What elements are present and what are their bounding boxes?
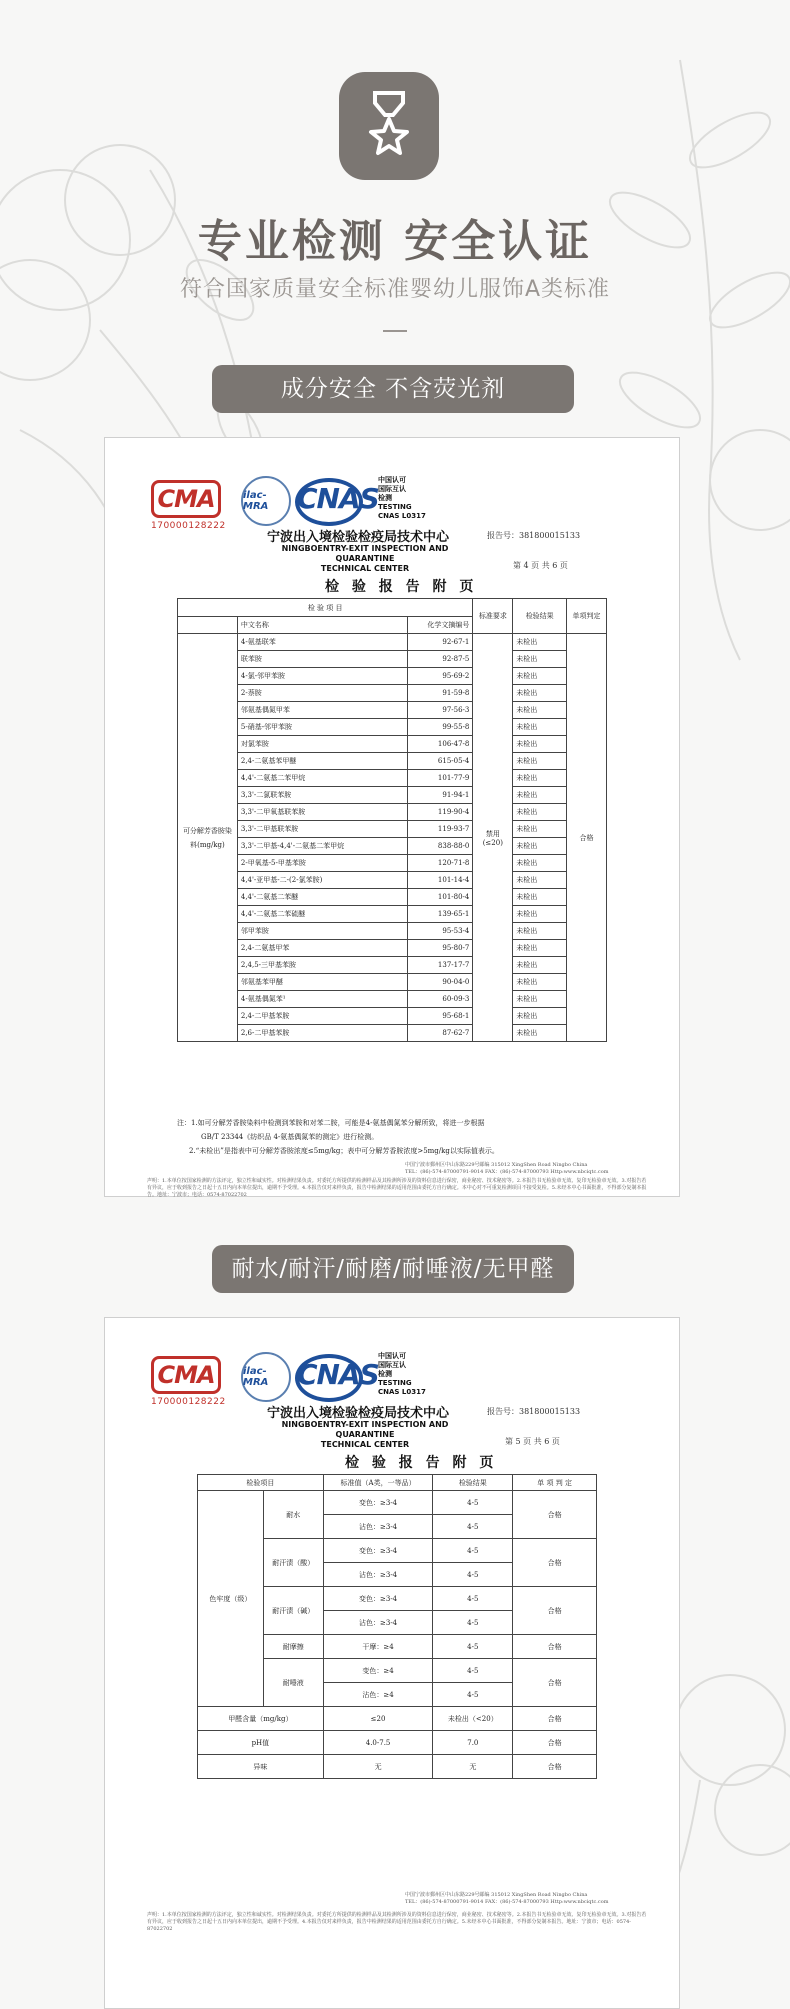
- chemical-name: 4,4'-二氨基二苯硫醚: [237, 906, 407, 923]
- fastness-table: [197, 1474, 597, 1779]
- cas-number: 92-67-1: [407, 634, 473, 651]
- test-result: 4-5: [433, 1539, 513, 1563]
- table-row: [178, 906, 607, 923]
- col-item: 检验项目: [198, 1475, 324, 1491]
- chemical-name: 邻甲苯胺: [237, 923, 407, 940]
- cas-number: 101-14-4: [407, 872, 473, 889]
- col-standard: 标准值（A类，一等品）: [323, 1475, 433, 1491]
- table-row: [178, 872, 607, 889]
- test-result: 未检出: [513, 668, 567, 685]
- test-result: 无: [433, 1755, 513, 1779]
- chemical-name: 2,4-二氨基苯甲醚: [237, 753, 407, 770]
- test-result: 未检出: [513, 974, 567, 991]
- chemical-name: 2,6-二甲基苯胺: [237, 1025, 407, 1042]
- table-row: [178, 668, 607, 685]
- test-result: 4-5: [433, 1491, 513, 1515]
- test-result: 未检出: [513, 804, 567, 821]
- table-row: [178, 838, 607, 855]
- extra-item: pH值: [198, 1731, 324, 1755]
- cas-number: 119-90-4: [407, 804, 473, 821]
- test-group-name: 耐唾液: [263, 1659, 323, 1707]
- cas-number: 97-56-3: [407, 702, 473, 719]
- title-divider: [383, 330, 407, 332]
- test-result: 未检出: [513, 838, 567, 855]
- cma-logo: CMA 170000128222: [151, 480, 226, 531]
- cas-number: 838-88-0: [407, 838, 473, 855]
- test-result: 未检出: [513, 702, 567, 719]
- test-result: 未检出: [513, 753, 567, 770]
- center-name-en: NINGBOENTRY-EXIT INSPECTION AND QUARANTINE TECHNICAL CENTER: [281, 1420, 449, 1449]
- test-result: 未检出: [513, 957, 567, 974]
- test-result: 未检出（<20）: [433, 1707, 513, 1731]
- test-result: 未检出: [513, 855, 567, 872]
- page-title: 专业检测 安全认证: [197, 216, 593, 267]
- test-result: 未检出: [513, 736, 567, 753]
- table-row: [178, 889, 607, 906]
- aromatic-amine-table: [177, 598, 607, 1042]
- judgement: 合格: [513, 1635, 597, 1659]
- chemical-name: 2,4-二氨基甲苯: [237, 940, 407, 957]
- page-info: 第 5 页 共 6 页: [505, 1437, 560, 1446]
- test-result: 4-5: [433, 1635, 513, 1659]
- extra-item: 异味: [198, 1755, 324, 1779]
- test-result: 4-5: [433, 1659, 513, 1683]
- test-result: 未检出: [513, 770, 567, 787]
- cnas-logo: CNAS: [297, 1358, 379, 1391]
- col-result: 检验结果: [433, 1475, 513, 1491]
- page-subtitle: 符合国家质量安全标准婴幼儿服饰A类标准: [179, 277, 611, 302]
- chemical-name: 对氯苯胺: [237, 736, 407, 753]
- report-title: 检 验 报 告 附 页: [345, 1455, 498, 1471]
- extra-item: 甲醛含量（mg/kg）: [198, 1707, 324, 1731]
- test-result: 未检出: [513, 889, 567, 906]
- test-result: 未检出: [513, 872, 567, 889]
- col-cn-name: 中文名称: [237, 617, 407, 634]
- judgement: 合格: [513, 1587, 597, 1635]
- cas-number: 91-59-8: [407, 685, 473, 702]
- table-row: [178, 770, 607, 787]
- chemical-name: 3,3'-二甲基-4,4'-二氨基二苯甲烷: [237, 838, 407, 855]
- table-row: [178, 821, 607, 838]
- test-result: 未检出: [513, 685, 567, 702]
- chemical-name: 联苯胺: [237, 651, 407, 668]
- standard-value: 沾色：≥3-4: [323, 1563, 433, 1587]
- standard-value: 变色：≥3-4: [323, 1491, 433, 1515]
- cas-number: 95-53-4: [407, 923, 473, 940]
- report-number: 报告号：381800015133: [487, 531, 581, 540]
- table-row: [178, 634, 607, 651]
- chemical-name: 4,4'-亚甲基-二-(2-氯苯胺): [237, 872, 407, 889]
- chemical-name: 4-氯-邻甲苯胺: [237, 668, 407, 685]
- test-result: 未检出: [513, 991, 567, 1008]
- col-judge: 单 项 判 定: [513, 1475, 597, 1491]
- col-result: 检验结果: [513, 599, 567, 634]
- test-result: 未检出: [513, 1008, 567, 1025]
- standard-value: 禁用(≤20): [473, 634, 513, 1042]
- test-result: 未检出: [513, 787, 567, 804]
- test-result: 未检出: [513, 651, 567, 668]
- chemical-name: 2,4-二甲基苯胺: [237, 1008, 407, 1025]
- table-row: [178, 753, 607, 770]
- test-result: 4-5: [433, 1683, 513, 1707]
- chemical-name: 2-萘胺: [237, 685, 407, 702]
- judgement: 合格: [513, 1491, 597, 1539]
- test-result: 4-5: [433, 1515, 513, 1539]
- test-result: 未检出: [513, 940, 567, 957]
- ilac-mra-logo: ilac-MRA: [241, 1352, 291, 1402]
- table-row: [178, 855, 607, 872]
- test-group-name: 耐汗渍（碱）: [263, 1587, 323, 1635]
- judgement: 合格: [513, 1659, 597, 1707]
- page-info: 第 4 页 共 6 页: [513, 561, 568, 570]
- ilac-mra-logo: ilac-MRA: [241, 476, 291, 526]
- test-result: 未检出: [513, 1025, 567, 1042]
- test-report-page-5: [104, 1317, 680, 2009]
- col-item: 检 验 项 目: [178, 599, 473, 617]
- col-judge: 单项判定: [567, 599, 607, 634]
- chemical-name: 2-甲氧基-5-甲基苯胺: [237, 855, 407, 872]
- cma-code: 170000128222: [151, 521, 226, 531]
- table-row: [178, 1008, 607, 1025]
- judgement: 合格: [513, 1539, 597, 1587]
- standard-value: 沾色：≥3-4: [323, 1515, 433, 1539]
- chemical-name: 4-氨基偶氮苯¹: [237, 991, 407, 1008]
- fastness-label: 色牢度（级）: [198, 1491, 264, 1707]
- chemical-name: 3,3'-二氯联苯胺: [237, 787, 407, 804]
- cas-number: 95-69-2: [407, 668, 473, 685]
- cas-number: 92-87-5: [407, 651, 473, 668]
- table-row: [178, 719, 607, 736]
- table-row: [178, 974, 607, 991]
- header-section: [0, 0, 790, 400]
- cnas-logo: CNAS: [297, 482, 379, 515]
- medal-star-icon: [359, 89, 419, 163]
- table-row: [178, 991, 607, 1008]
- group-label: 可分解芳香胺染料(mg/kg): [178, 634, 238, 1042]
- chemical-name: 3,3'-二甲氧基联苯胺: [237, 804, 407, 821]
- cas-number: 91-94-1: [407, 787, 473, 804]
- chemical-name: 3,3'-二甲基联苯胺: [237, 821, 407, 838]
- test-report-page-4: [104, 437, 680, 1197]
- standard-value: 沾色：≥3-4: [323, 1611, 433, 1635]
- table-notes: 注：1.如可分解芳香胺染料中检测到苯胺和对苯二胺，可能是4-氨基偶氮苯分解所致，将进一步根据 GB/T 23344《纺织品 4-氨基偶氮苯的测定》进行检测。 2.“未检出”是指表中可分解芳香胺浓度≤5mg/kg；表中可分解芳香胺浓度>5mg/kg以实际值表示。: [177, 1119, 499, 1155]
- table-row: [178, 940, 607, 957]
- report-number: 报告号：381800015133: [487, 1407, 581, 1416]
- center-contact: TEL：(86)-574-87000791-9014 FAX：(86)-574-87000793 Http:www.nbciqtc.com: [405, 1899, 609, 1905]
- standard-value: 沾色：≥4: [323, 1683, 433, 1707]
- standard-value: ≤20: [323, 1707, 433, 1731]
- table-row: [198, 1731, 597, 1755]
- judgement: 合格: [513, 1755, 597, 1779]
- standard-value: 无: [323, 1755, 433, 1779]
- cma-code: 170000128222: [151, 1397, 226, 1407]
- center-address: 中国宁波市鄞州区中山东路229号邮编 315012 XingShen Road Ningbo China: [405, 1162, 588, 1168]
- standard-value: 变色：≥3-4: [323, 1539, 433, 1563]
- cas-number: 95-68-1: [407, 1008, 473, 1025]
- test-group-name: 耐摩擦: [263, 1635, 323, 1659]
- cas-number: 119-93-7: [407, 821, 473, 838]
- table-row: [178, 651, 607, 668]
- disclaimer: 声明：1.本单位按国家检测的方法评定，独立性和诚实性。对检测结果负责。对委托方所提供的检测样品及其检测所涉及的资料信息进行保密，商业秘密、技术秘密等。2.本报告书无检验章无效、复印无检验章无效。3.对报告若有异议，应于收到报告之日起十五日内向本单位提出，逾期不予受理。4.本报告仅对来样负责，报告中检测结果的适用范围由委托方自行确定。5.未经本中心书面批准，不得部分复制本报告。地址：宁波市；电话：0574-87022702: [147, 1912, 647, 1932]
- col-standard: 标准要求: [473, 599, 513, 634]
- test-result: 4-5: [433, 1611, 513, 1635]
- standard-value: 变色：≥4: [323, 1659, 433, 1683]
- section-pill-composition: 成分安全 不含荧光剂: [212, 365, 574, 413]
- chemical-name: 邻氨基偶氮甲苯: [237, 702, 407, 719]
- center-name-en: NINGBOENTRY-EXIT INSPECTION AND QUARANTINE TECHNICAL CENTER: [281, 544, 449, 573]
- chemical-name: 4-氨基联苯: [237, 634, 407, 651]
- table-row: [198, 1755, 597, 1779]
- cas-number: 120-71-8: [407, 855, 473, 872]
- chemical-name: 4,4'-二氨基二苯醚: [237, 889, 407, 906]
- standard-value: 变色：≥3-4: [323, 1587, 433, 1611]
- center-name-cn: 宁波出入境检验检疫局技术中心: [267, 530, 450, 545]
- standard-value: 4.0-7.5: [323, 1731, 433, 1755]
- chemical-name: 5-硝基-邻甲苯胺: [237, 719, 407, 736]
- chemical-name: 2,4,5-三甲基苯胺: [237, 957, 407, 974]
- test-result: 4-5: [433, 1563, 513, 1587]
- disclaimer: 声明：1.本单位按国家检测的方法评定，独立性和诚实性。对检测结果负责。对委托方所提供的检测样品及其检测所涉及的资料信息进行保密，商业秘密、技术秘密等。2.本报告书无检验章无效、复印无检验章无效。3.对报告若有异议，应于收到报告之日起十五日内向本单位提出，逾期不予受理。4.本报告仅对来样负责，报告中检测结果的适用范围由委托方自行确定。本中心对不可重复检测项目不接受复检。5.未经本中心书面批准，不得部分复制本报告。地址：宁波市；电话：0574-87022702: [147, 1178, 647, 1198]
- cas-number: 101-80-4: [407, 889, 473, 906]
- table-row: [198, 1707, 597, 1731]
- cas-number: 106-47-8: [407, 736, 473, 753]
- table-row: [178, 702, 607, 719]
- test-result: 4-5: [433, 1587, 513, 1611]
- col-cas: 化学文摘编号: [407, 617, 473, 634]
- table-row: [178, 685, 607, 702]
- cas-number: 87-62-7: [407, 1025, 473, 1042]
- table-row: [178, 787, 607, 804]
- chemical-name: 4,4'-二氨基二苯甲烷: [237, 770, 407, 787]
- cas-number: 101-77-9: [407, 770, 473, 787]
- report-title: 检 验 报 告 附 页: [325, 579, 478, 595]
- cas-number: 95-80-7: [407, 940, 473, 957]
- judgement: 合格: [513, 1707, 597, 1731]
- table-row: [178, 804, 607, 821]
- cnas-accreditation-text: 中国认可 国际互认 检测 TESTING CNAS L0317: [378, 1352, 426, 1396]
- table-row: [198, 1491, 597, 1515]
- standard-value: 干摩：≥4: [323, 1635, 433, 1659]
- cas-number: 137-17-7: [407, 957, 473, 974]
- cas-number: 99-55-8: [407, 719, 473, 736]
- table-row: [178, 1025, 607, 1042]
- chemical-name: 邻氨基苯甲醚: [237, 974, 407, 991]
- test-result: 7.0: [433, 1731, 513, 1755]
- test-result: 未检出: [513, 923, 567, 940]
- test-result: 未检出: [513, 906, 567, 923]
- test-result: 未检出: [513, 821, 567, 838]
- cas-number: 60-09-3: [407, 991, 473, 1008]
- center-address: 中国宁波市鄞州区中山东路229号邮编 315012 XingShen Road Ningbo China: [405, 1892, 588, 1898]
- center-contact: TEL：(86)-574-87000791-9014 FAX：(86)-574-87000793 Http:www.nbciqtc.com: [405, 1169, 609, 1175]
- test-result: 未检出: [513, 719, 567, 736]
- cas-number: 139-65-1: [407, 906, 473, 923]
- table-row: [178, 736, 607, 753]
- table-row: [178, 923, 607, 940]
- cas-number: 615-05-4: [407, 753, 473, 770]
- center-name-cn: 宁波出入境检验检疫局技术中心: [267, 1406, 450, 1421]
- cas-number: 90-04-0: [407, 974, 473, 991]
- section-pill-fastness: 耐水/耐汗/耐磨/耐唾液/无甲醛: [212, 1245, 574, 1293]
- test-group-name: 耐汗渍（酸）: [263, 1539, 323, 1587]
- table-row: [178, 957, 607, 974]
- test-result: 未检出: [513, 634, 567, 651]
- judgement: 合格: [567, 634, 607, 1042]
- test-group-name: 耐水: [263, 1491, 323, 1539]
- cma-logo: CMA 170000128222: [151, 1356, 226, 1407]
- medal-badge: [339, 72, 439, 180]
- cnas-accreditation-text: 中国认可 国际互认 检测 TESTING CNAS L0317: [378, 476, 426, 520]
- judgement: 合格: [513, 1731, 597, 1755]
